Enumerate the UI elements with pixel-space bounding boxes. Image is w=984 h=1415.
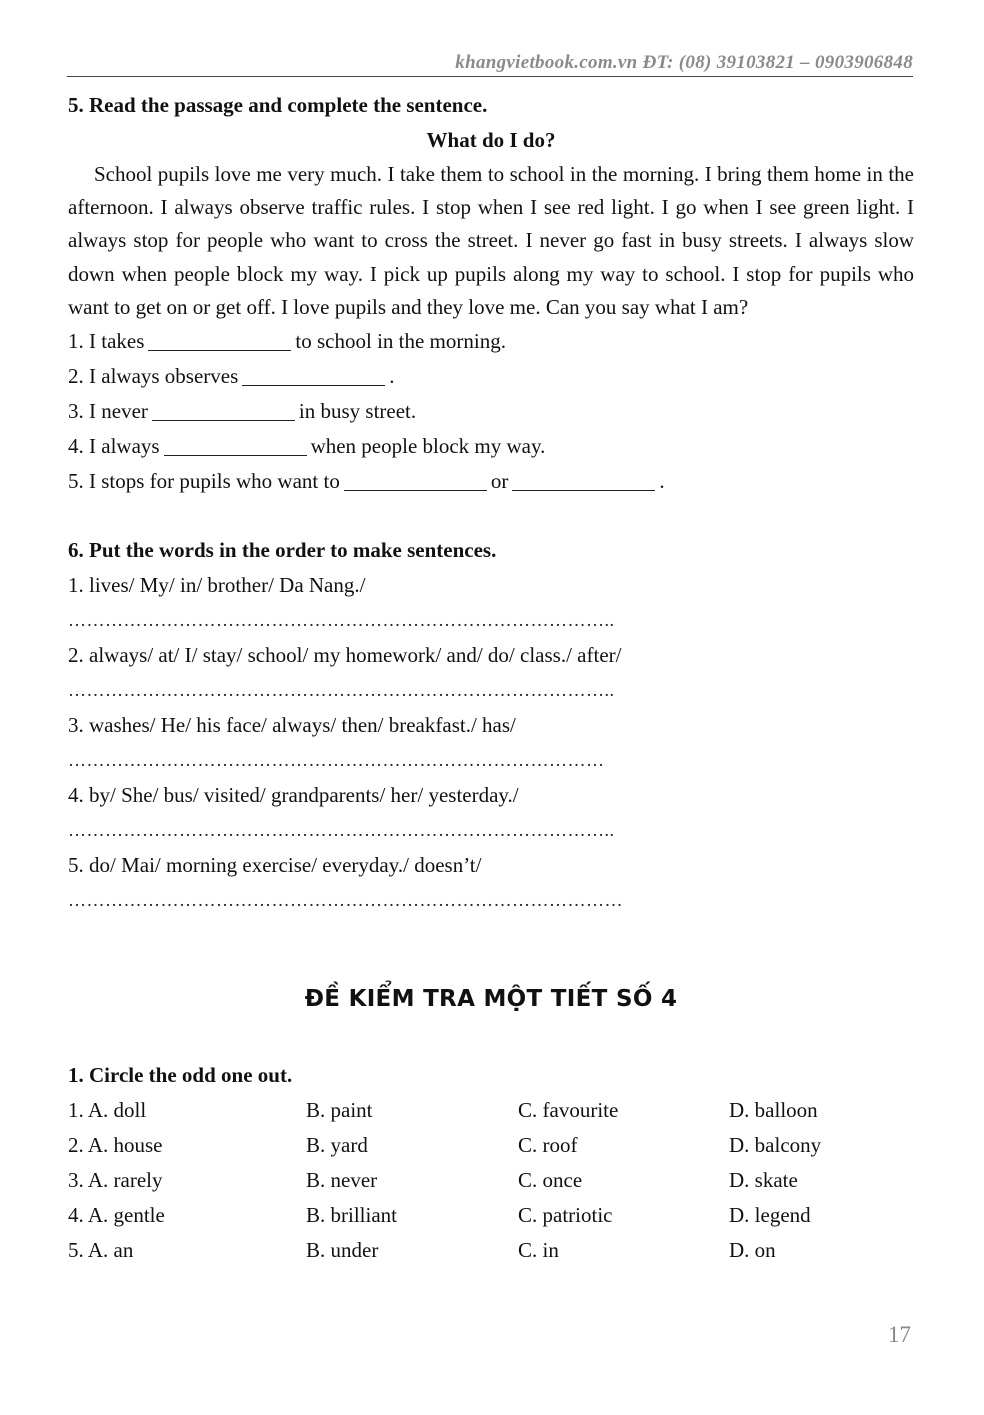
option-d[interactable]: D. legend [729,1203,811,1228]
option-d[interactable]: D. balloon [729,1098,818,1123]
option-a[interactable]: 2. A. house [68,1133,163,1158]
option-d[interactable]: D. balcony [729,1133,822,1158]
fill-item-suffix: . [659,469,665,494]
option-c[interactable]: C. in [518,1238,559,1263]
answer-dotted-line[interactable]: …………………………………………………………………………… [68,750,605,771]
option-c[interactable]: C. once [518,1168,583,1193]
answer-blank[interactable] [164,435,307,456]
option-row [68,1233,914,1268]
passage-title: What do I do? [426,128,556,152]
word-order-prompt: 1. lives/ My/ in/ brother/ Da Nang./ [68,573,366,598]
word-order-prompt: 2. always/ at/ I/ stay/ school/ my homework/ and/ do/ class./ after/ [68,643,622,668]
fill-item-suffix: when people block my way. [310,434,546,459]
section-6-title: 6. Put the words in the order to make sentences. [68,538,497,563]
answer-dotted-line[interactable]: ……………………………………………………………………………… [68,890,623,911]
option-b[interactable]: B. yard [306,1133,368,1158]
test-title: ĐỀ KIỂM TRA MỘT TIẾT SỐ 4 [304,986,678,1013]
fill-item [68,429,914,464]
answer-dotted-line[interactable]: …………………………………………………………………………….. [68,680,615,701]
option-c[interactable]: C. patriotic [518,1203,613,1228]
option-c[interactable]: C. roof [518,1133,578,1158]
page-number: 17 [888,1322,911,1347]
fill-item-prefix: 3. I never [68,399,148,424]
answer-blank[interactable] [344,470,487,491]
fill-item [68,464,914,499]
section-5-title: 5. Read the passage and complete the sentence. [68,93,488,117]
option-a[interactable]: 3. A. rarely [68,1168,163,1193]
passage-text: School pupils love me very much. I take them to school in the morning. I bring them home in the afternoon. I always observe traffic rules. I stop when I see red light. I go when I see green light. I always stop for people who want to cross the street. I never go fast in busy streets. I always slow down when people block my way. I pick up pupils along my way to school. I stop for pupils who want to get on or get off. I love pupils and they love me. Can you say what I am? [68,162,914,319]
fill-item-prefix: 2. I always observes [68,364,239,389]
option-row [68,1093,914,1128]
header-contact: khangvietbook.com.vn ĐT: (08) 39103821 – 0903906848 [455,52,913,73]
fill-item-prefix: 4. I always [68,434,160,459]
answer-blank[interactable] [242,365,385,386]
fill-item [68,324,914,359]
option-row [68,1198,914,1233]
option-b[interactable]: B. under [306,1238,379,1263]
page-content [68,88,914,1268]
option-row [68,1128,914,1163]
word-order-prompt: 5. do/ Mai/ morning exercise/ everyday./ doesn’t/ [68,853,482,878]
page-header [67,50,913,77]
option-b[interactable]: B. paint [306,1098,373,1123]
option-b[interactable]: B. never [306,1168,378,1193]
fill-item-suffix: to school in the morning. [295,329,506,354]
fill-item [68,359,914,394]
option-c[interactable]: C. favourite [518,1098,619,1123]
fill-item-suffix: in busy street. [298,399,417,424]
fill-item [68,394,914,429]
option-a[interactable]: 1. A. doll [68,1098,147,1123]
fill-item-prefix: 5. I stops for pupils who want to [68,469,340,494]
answer-blank[interactable] [148,330,291,351]
answer-dotted-line[interactable]: …………………………………………………………………………….. [68,610,615,631]
word-order-prompt: 4. by/ She/ bus/ visited/ grandparents/ her/ yesterday./ [68,783,519,808]
answer-blank[interactable] [152,400,295,421]
answer-blank[interactable] [512,470,655,491]
answer-dotted-line[interactable]: …………………………………………………………………………….. [68,820,615,841]
option-d[interactable]: D. on [729,1238,776,1263]
option-a[interactable]: 4. A. gentle [68,1203,165,1228]
option-d[interactable]: D. skate [729,1168,798,1193]
option-row [68,1163,914,1198]
option-a[interactable]: 5. A. an [68,1238,134,1263]
word-order-prompt: 3. washes/ He/ his face/ always/ then/ breakfast./ has/ [68,713,516,738]
test-section-1-title: 1. Circle the odd one out. [68,1063,293,1088]
fill-item-prefix: 1. I takes [68,329,145,354]
option-b[interactable]: B. brilliant [306,1203,397,1228]
fill-item-suffix: . [389,364,395,389]
fill-item-middle: or [490,469,509,494]
